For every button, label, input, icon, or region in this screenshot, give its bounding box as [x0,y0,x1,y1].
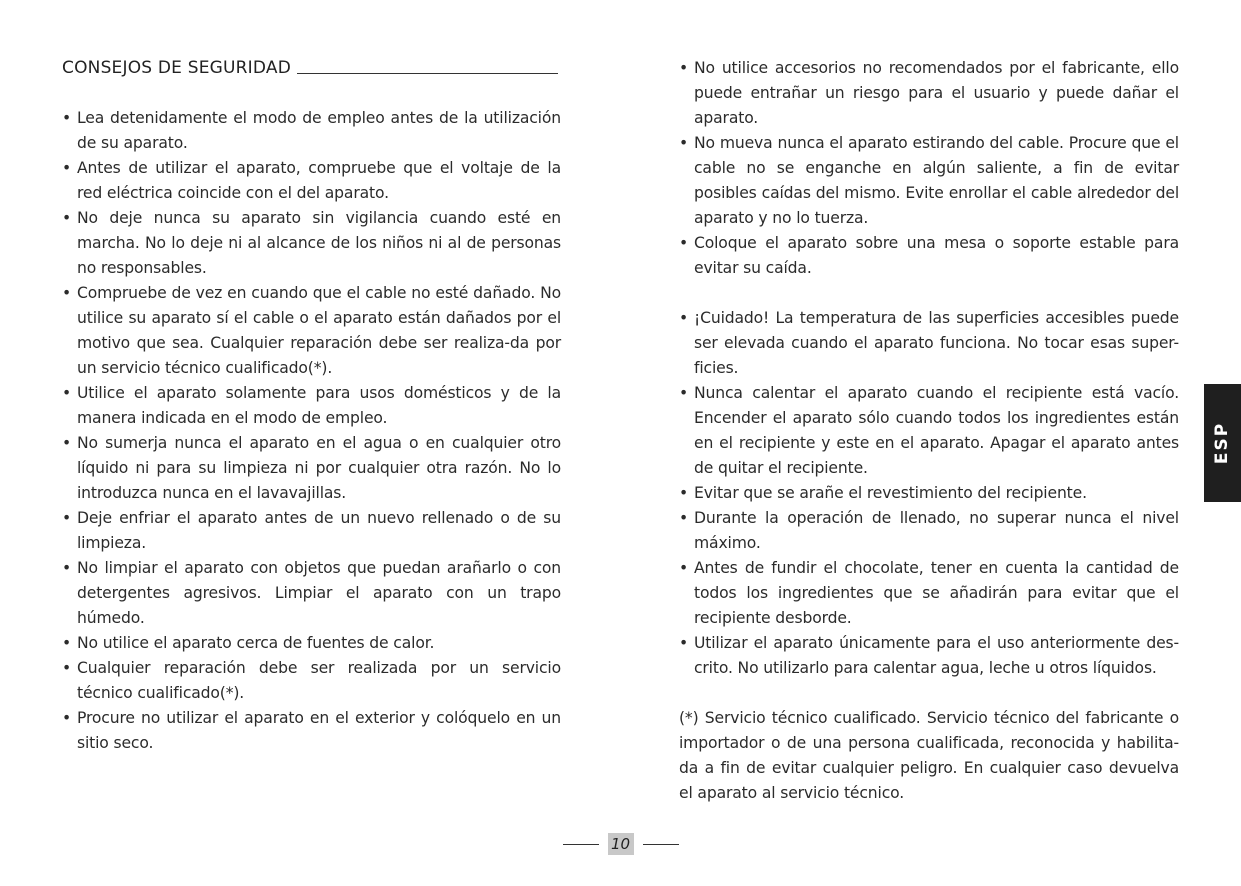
list-item: • No utilice accesorios no recomendados por el fabricante, ello puede entrañar un riesgo para el usuario y puede dañar el aparato. [679,56,1179,131]
list-item: • Nunca calentar el aparato cuando el recipiente está vacío. Encender el aparato sólo cuando todos los ingredientes están en el recipiente y este en el aparato. Apagar el aparato antes de quitar el recipiente. [679,381,1179,481]
list-item: • No sumerja nunca el aparato en el agua o en cualquier otro líquido ni para su limpieza ni por cualquier otra razón. No lo introduzca nunca en el lavavajillas. [62,431,561,506]
list-item: • No limpiar el aparato con objetos que puedan arañarlo o con detergentes agresivos. Limpiar el aparato con un trapo húmedo. [62,556,561,631]
right-safety-list-top [679,56,1179,281]
section-title-text: CONSEJOS DE SEGURIDAD [62,58,292,78]
heading-rule [297,73,558,74]
list-item: • No deje nunca su aparato sin vigilancia cuando esté en marcha. No lo deje ni al alcance de los niños ni al de personas no responsables. [62,206,561,281]
list-item: • No mueva nunca el aparato estirando del cable. Procure que el cable no se enganche en algún saliente, a fin de evitar posibles caídas del mismo. Evite enrollar el cable alrededor del aparato y no lo tuerza. [679,131,1179,231]
language-tab [1204,384,1241,502]
page-number-rule-right [643,844,679,845]
list-item: • Durante la operación de llenado, no superar nunca el nivel máximo. [679,506,1179,556]
list-item: • Utilizar el aparato únicamente para el uso anteriormente des-crito. No utilizarlo para calentar agua, leche u otros líquidos. [679,631,1179,681]
right-safety-list-bottom [679,306,1179,681]
page-number: 10 [608,833,634,855]
language-tab-label: ESP [1212,421,1233,465]
list-item: • ¡Cuidado! La temperatura de las superficies accesibles puede ser elevada cuando el aparato funciona. No tocar esas super-ficies. [679,306,1179,381]
section-heading [62,58,558,78]
page-number-rule-left [563,844,599,845]
list-item: • Antes de fundir el chocolate, tener en cuenta la cantidad de todos los ingredientes que se añadirán para evitar que el recipiente desborde. [679,556,1179,631]
footnote: (*) Servicio técnico cualificado. Servicio técnico del fabricante o importador o de una persona cualificada, reconocida y habilita-da a fin de evitar cualquier peligro. En cualquier caso devuelva el aparato al servicio técnico. [679,709,1179,802]
list-item: • Lea detenidamente el modo de empleo antes de la utilización de su aparato. [62,106,561,156]
list-item: • Cualquier reparación debe ser realizada por un servicio técnico cualificado(*). [62,656,561,706]
list-item: • Coloque el aparato sobre una mesa o soporte estable para evitar su caída. [679,231,1179,281]
list-item: • No utilice el aparato cerca de fuentes de calor. [62,631,561,656]
list-item: • Antes de utilizar el aparato, compruebe que el voltaje de la red eléctrica coincide con el del aparato. [62,156,561,206]
list-item: • Procure no utilizar el aparato en el exterior y colóquelo en un sitio seco. [62,706,561,756]
list-item: • Deje enfriar el aparato antes de un nuevo rellenado o de su limpieza. [62,506,561,556]
list-item: • Evitar que se arañe el revestimiento del recipiente. [679,481,1179,506]
left-safety-list [62,106,561,756]
page-number-block [561,832,680,856]
list-item: • Compruebe de vez en cuando que el cable no esté dañado. No utilice su aparato sí el cable o el aparato están dañados por el motivo que sea. Cualquier reparación debe ser realiza-da por un servicio técnico cualificado(*). [62,281,561,381]
list-item: • Utilice el aparato solamente para usos domésticos y de la manera indicada en el modo de empleo. [62,381,561,431]
